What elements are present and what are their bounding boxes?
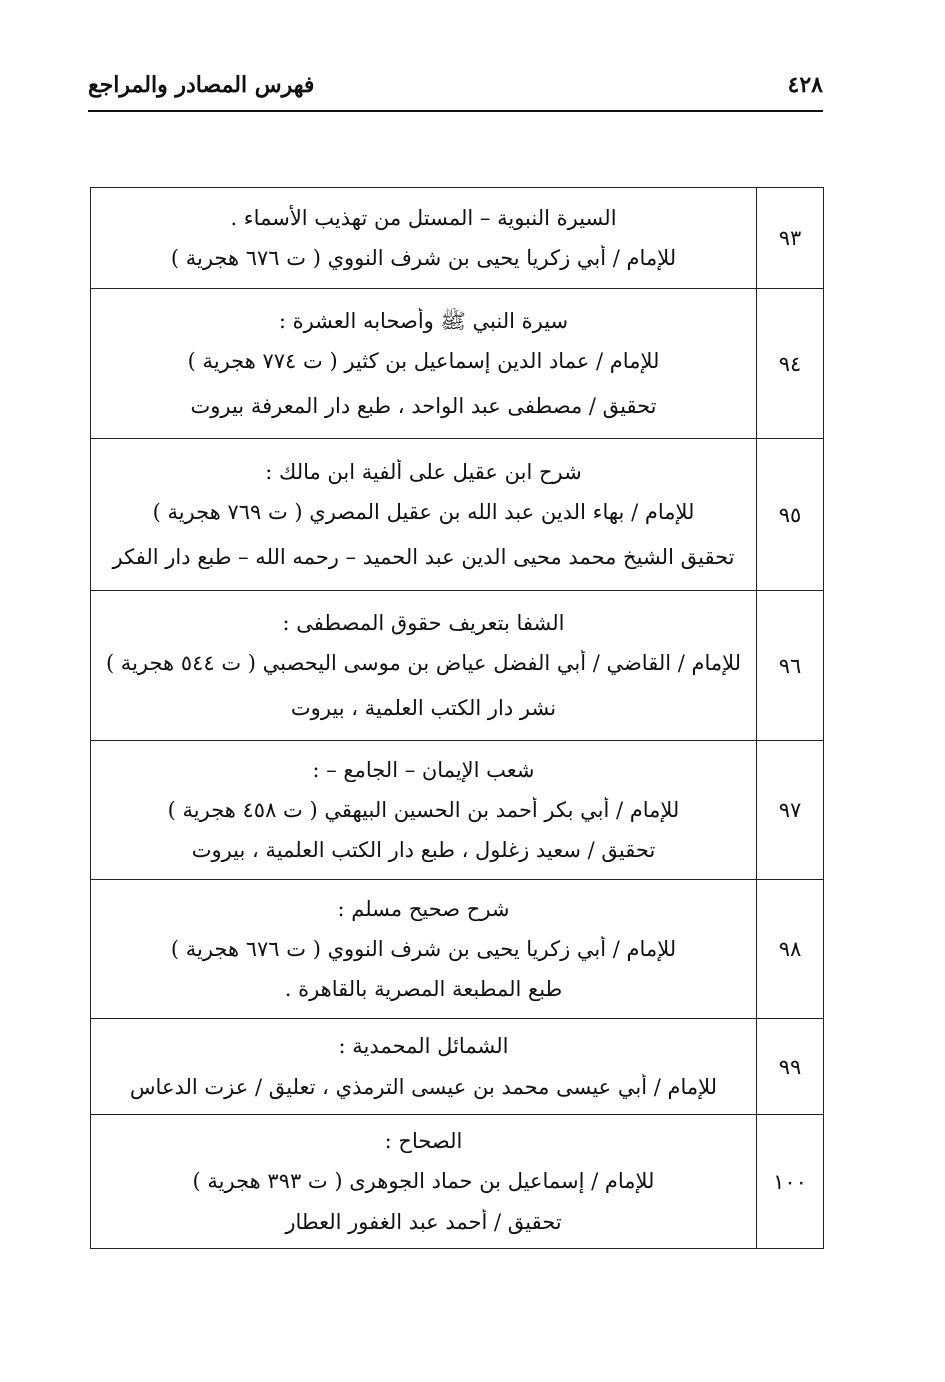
- entry-title: الشفا بتعريف حقوق المصطفى :: [282, 611, 565, 636]
- table-row: [91, 591, 824, 741]
- entry-author: للإمام / إسماعيل بن حماد الجوهرى ( ت ٣٩٣ هجرية ): [192, 1169, 655, 1194]
- entry-author: للإمام / أبي بكر أحمد بن الحسين البيهقي ( ت ٤٥٨ هجرية ): [167, 797, 680, 822]
- entry-content: [91, 439, 757, 591]
- page-header: [88, 62, 823, 112]
- table-row: [91, 741, 824, 880]
- entry-publisher: تحقيق / أحمد عبد الغفور العطار: [285, 1209, 562, 1234]
- table-row: [91, 289, 824, 439]
- entry-number: ٩٨: [757, 880, 824, 1019]
- page-number: ٤٢٨: [787, 72, 823, 98]
- entry-content: [91, 188, 757, 289]
- entry-title: الصحاح :: [384, 1129, 463, 1154]
- references-table: [90, 187, 824, 1249]
- running-title: فهرس المصادر والمراجع: [88, 72, 315, 98]
- entry-author: للإمام / بهاء الدين عبد الله بن عقيل المصري ( ت ٧٦٩ هجرية ): [152, 500, 695, 525]
- entry-title: شرح ابن عقيل على ألفية ابن مالك :: [265, 460, 582, 485]
- entry-content: [91, 741, 757, 880]
- entry-number: ٩٧: [757, 741, 824, 880]
- entry-number: ٩٦: [757, 591, 824, 741]
- entry-author: للإمام / أبي عيسى محمد بن عيسى الترمذي ، تعليق / عزت الدعاس: [129, 1074, 718, 1099]
- table-row: [91, 439, 824, 591]
- entry-number: ١٠٠: [757, 1115, 824, 1249]
- entry-publisher: تحقيق / سعيد زغلول ، طبع دار الكتب العلمية ، بيروت: [191, 838, 656, 863]
- table-row: [91, 1019, 824, 1115]
- entry-author: للإمام / القاضي / أبي الفضل عياض بن موسى اليحصبي ( ت ٥٤٤ هجرية ): [105, 651, 742, 676]
- entry-publisher: نشر دار الكتب العلمية ، بيروت: [290, 695, 557, 720]
- entry-number: ٩٤: [757, 289, 824, 439]
- table-row: [91, 188, 824, 289]
- entry-content: [91, 591, 757, 741]
- entry-title: السيرة النبوية – المستل من تهذيب الأسماء .: [230, 205, 617, 230]
- entry-title: شعب الإيمان – الجامع – :: [312, 757, 535, 782]
- entry-title: الشمائل المحمدية :: [338, 1034, 509, 1059]
- entry-content: [91, 289, 757, 439]
- entry-publisher: تحقيق الشيخ محمد محيى الدين عبد الحميد – رحمه الله – طبع دار الفكر: [112, 544, 735, 569]
- entry-publisher: طبع المطبعة المصرية بالقاهرة .: [284, 977, 563, 1002]
- entry-title: سيرة النبي ﷺ وأصحابه العشرة :: [278, 309, 569, 334]
- entry-author: للإمام / أبي زكريا يحيى بن شرف النووي ( ت ٦٧٦ هجرية ): [170, 936, 677, 961]
- entry-publisher: تحقيق / مصطفى عبد الواحد ، طبع دار المعرفة بيروت: [190, 393, 657, 418]
- entry-number: ٩٥: [757, 439, 824, 591]
- table-row: [91, 1115, 824, 1249]
- entry-title: شرح صحيح مسلم :: [337, 896, 510, 921]
- entry-content: [91, 880, 757, 1019]
- entry-author: للإمام / عماد الدين إسماعيل بن كثير ( ت ٧٧٤ هجرية ): [187, 349, 660, 374]
- entry-author: للإمام / أبي زكريا يحيى بن شرف النووي ( ت ٦٧٦ هجرية ): [170, 246, 677, 270]
- entry-number: ٩٩: [757, 1019, 824, 1115]
- entry-number: ٩٣: [757, 188, 824, 289]
- entry-content: [91, 1115, 757, 1249]
- table-row: [91, 880, 824, 1019]
- entry-content: [91, 1019, 757, 1115]
